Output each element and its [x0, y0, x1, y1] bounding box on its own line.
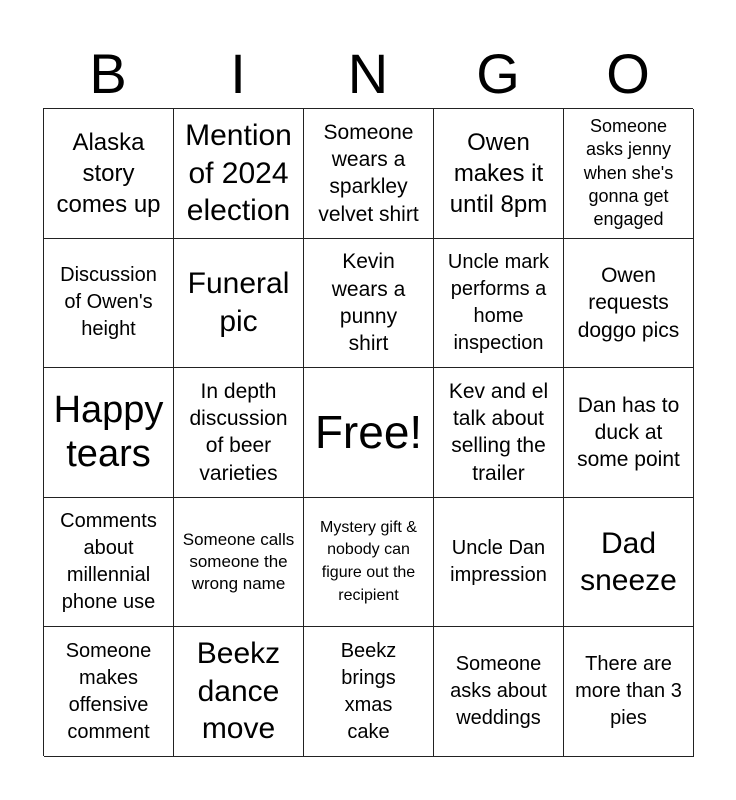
cell-label: Uncle Dan impression: [450, 537, 547, 587]
cell-label: Free!: [314, 406, 423, 459]
bingo-cell-r2c3[interactable]: [304, 239, 434, 369]
bingo-cell-r1c3[interactable]: [304, 109, 434, 239]
header-letter-i: I: [230, 42, 246, 105]
bingo-cell-r1c4[interactable]: [434, 109, 564, 239]
cell-label: Someone makes offensive comment: [65, 639, 152, 743]
bingo-cell-r1c5[interactable]: [564, 109, 694, 239]
bingo-cell-r2c4[interactable]: [434, 239, 564, 369]
bingo-header: [43, 40, 693, 108]
cell-label: Someone asks about weddings: [450, 653, 547, 730]
cell-label: Beekz brings xmas cake: [340, 639, 397, 743]
bingo-cell-r3c4[interactable]: [434, 368, 564, 498]
header-letter-b: B: [89, 42, 127, 105]
bingo-cell-r2c2[interactable]: [174, 239, 304, 369]
bingo-cell-r4c1[interactable]: [44, 498, 174, 628]
bingo-cell-r2c1[interactable]: [44, 239, 174, 369]
cell-label: Discussion of Owen's height: [60, 264, 157, 341]
bingo-cell-r5c3[interactable]: [304, 627, 434, 757]
bingo-cell-r1c1[interactable]: [44, 109, 174, 239]
cell-label: Someone calls someone the wrong name: [182, 529, 295, 594]
bingo-cell-r1c2[interactable]: [174, 109, 304, 239]
header-letter-g: G: [476, 42, 520, 105]
cell-label: Owen requests doggo pics: [577, 263, 680, 342]
cell-label: Dan has to duck at some point: [577, 393, 680, 472]
cell-label: In depth discussion of beer varieties: [189, 379, 288, 485]
header-letter-o: O: [606, 42, 650, 105]
cell-label: Dad sneeze: [580, 526, 677, 598]
cell-label: Kevin wears a punny shirt: [331, 250, 406, 356]
cell-label: Mention of 2024 election: [185, 119, 292, 228]
header-letter-n: N: [347, 42, 389, 105]
bingo-cell-r2c5[interactable]: [564, 239, 694, 369]
bingo-cell-r4c4[interactable]: [434, 498, 564, 628]
bingo-cell-r3c2[interactable]: [174, 368, 304, 498]
bingo-cell-r3c1[interactable]: [44, 368, 174, 498]
bingo-board: [43, 108, 693, 756]
cell-label: Mystery gift & nobody can figure out the recipient: [320, 518, 417, 604]
cell-label: Someone wears a sparkley velvet shirt: [318, 120, 419, 226]
bingo-cell-r4c2[interactable]: [174, 498, 304, 628]
cell-label: Beekz dance move: [196, 637, 281, 746]
cell-label: Owen makes it until 8pm: [449, 128, 548, 218]
cell-label: Comments about millennial phone use: [60, 510, 157, 614]
cell-label: Funeral pic: [187, 267, 290, 338]
cell-label: Uncle mark performs a home inspection: [447, 250, 550, 354]
cell-label: There are more than 3 pies: [575, 653, 682, 730]
cell-label: Someone asks jenny when she's gonna get engaged: [583, 115, 674, 230]
cell-label: Happy tears: [53, 388, 164, 476]
cell-label: Kev and el talk about selling the trailer: [448, 379, 549, 485]
bingo-cell-r5c5[interactable]: [564, 627, 694, 757]
bingo-cell-r3c5[interactable]: [564, 368, 694, 498]
bingo-cell-r5c1[interactable]: [44, 627, 174, 757]
bingo-cell-r4c5[interactable]: [564, 498, 694, 628]
bingo-cell-r5c2[interactable]: [174, 627, 304, 757]
cell-label: Alaska story comes up: [56, 128, 161, 218]
bingo-cell-r4c3[interactable]: [304, 498, 434, 628]
bingo-cell-r3c3 free-space[interactable]: [304, 368, 434, 498]
bingo-cell-r5c4[interactable]: [434, 627, 564, 757]
